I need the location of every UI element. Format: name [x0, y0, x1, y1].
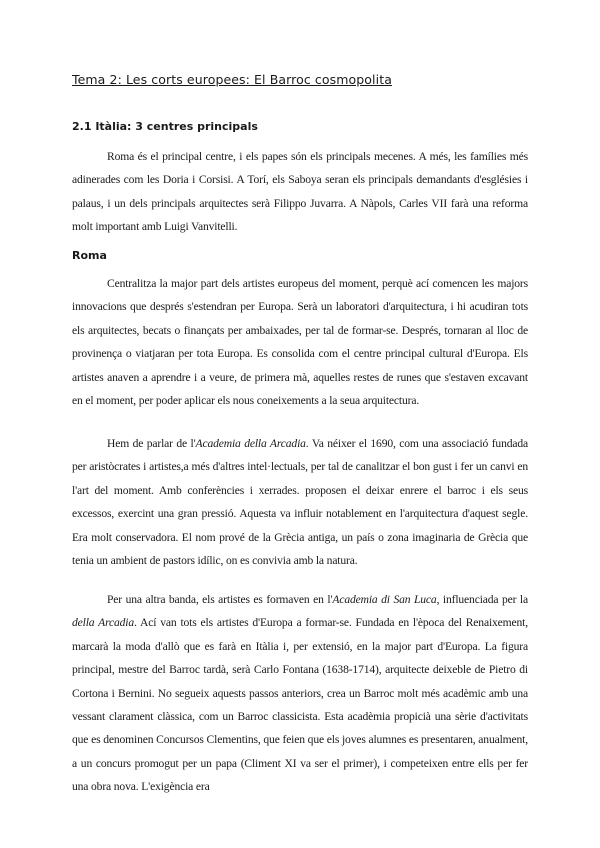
- section-heading: 2.1 Itàlia: 3 centres principals: [72, 120, 258, 133]
- roma-paragraph-2: [72, 432, 528, 572]
- p3-text-a: Per una altra banda, els artistes es formaven en l': [107, 593, 333, 606]
- p2-text-b: . Va néixer el 1690, com una associació fundada per aristòcrates i artistes,a més d'altres intel·lectuals, per tal de canalitzar el bon gust i fer un canvi en l'art del moment. Amb conferències i xerrades. proposen el deixar enrere el barroc i els seus excessos, exercint una gran pressió. Aquesta va influir notablement en l'arquitectura d'aquest segle. Era molt conservadora. El nom prové de la Grècia antiga, un país o zona imaginaria de Grècia que tenia un ambient de pastors idílic, on es convivia amb la natura.: [72, 437, 528, 568]
- academia-arcadia-term: Academia della Arcadia: [195, 437, 306, 450]
- roma-paragraph-1: Centralitza la major part dels artistes europeus del moment, perquè ací comencen les majors innovacions que després s'estendran per Europa. Serà un laboratori d'arquitectura, i hi acudiran tots els arquitectes, becats o finançats per ambaixades, per tal de formar-se. Després, tornaran al lloc de provinença o viatjaran per tota Europa. Es consolida com el centre principal cultural d'Europa. Els artistes anaven a aprendre i a veure, de primera mà, aquelles restes de runes que s'estaven excavant en el moment, per poder aplicar els nous coneixements a la seua arquitectura.: [72, 277, 528, 408]
- della-arcadia-term: della Arcadia: [72, 616, 135, 630]
- p3-text-c: . Ací van tots els artistes d'Europa a formar-se. Fundada en l'època del Renaixement, marcarà la moda d'allò que es farà en Itàlia i, per extensió, en la major part d'Europa. La figura principal, mestre del Barroc tardà, serà Carlo Fontana (1638-1714), arquitecte deixeble de Pietro di Cortona i Bernini. No segueix aquests passos anteriors, crea un Barroc molt més acadèmic amb una vessant clarament clàssica, com un Barroc classicista. Esta acadèmia propicià una sèrie d'activitats que es denominen Concursos Clementins, que feien que els joves alumnes es presentaren, anualment, a un concurs promogut per un papa (Climent XI va ser el primer), i competeixen entre ells per fer una obra nova. L'exigència era: [72, 616, 528, 794]
- p2-text-a: Hem de parlar de l': [107, 437, 196, 450]
- roma-heading: Roma: [72, 249, 107, 262]
- p3-text-b: , influenciada per la: [436, 593, 528, 606]
- intro-paragraph: Roma és el principal centre, i els papes són els principals mecenes. A més, les famílies més adinerades com les Doria i Corsisi. A Torí, els Saboya seran els principals demandants d'esglésies i palaus, i un dels principals arquitectes serà Filippo Juvarra. A Nàpols, Carles VII farà una reforma molt important amb Luigi Vanvitelli.: [72, 150, 528, 234]
- roma-paragraph-3: [72, 588, 528, 826]
- document-title: Tema 2: Les corts europees: El Barroc cosmopolita: [72, 72, 392, 87]
- academia-san-luca-term: Academia di San Luca: [332, 593, 437, 606]
